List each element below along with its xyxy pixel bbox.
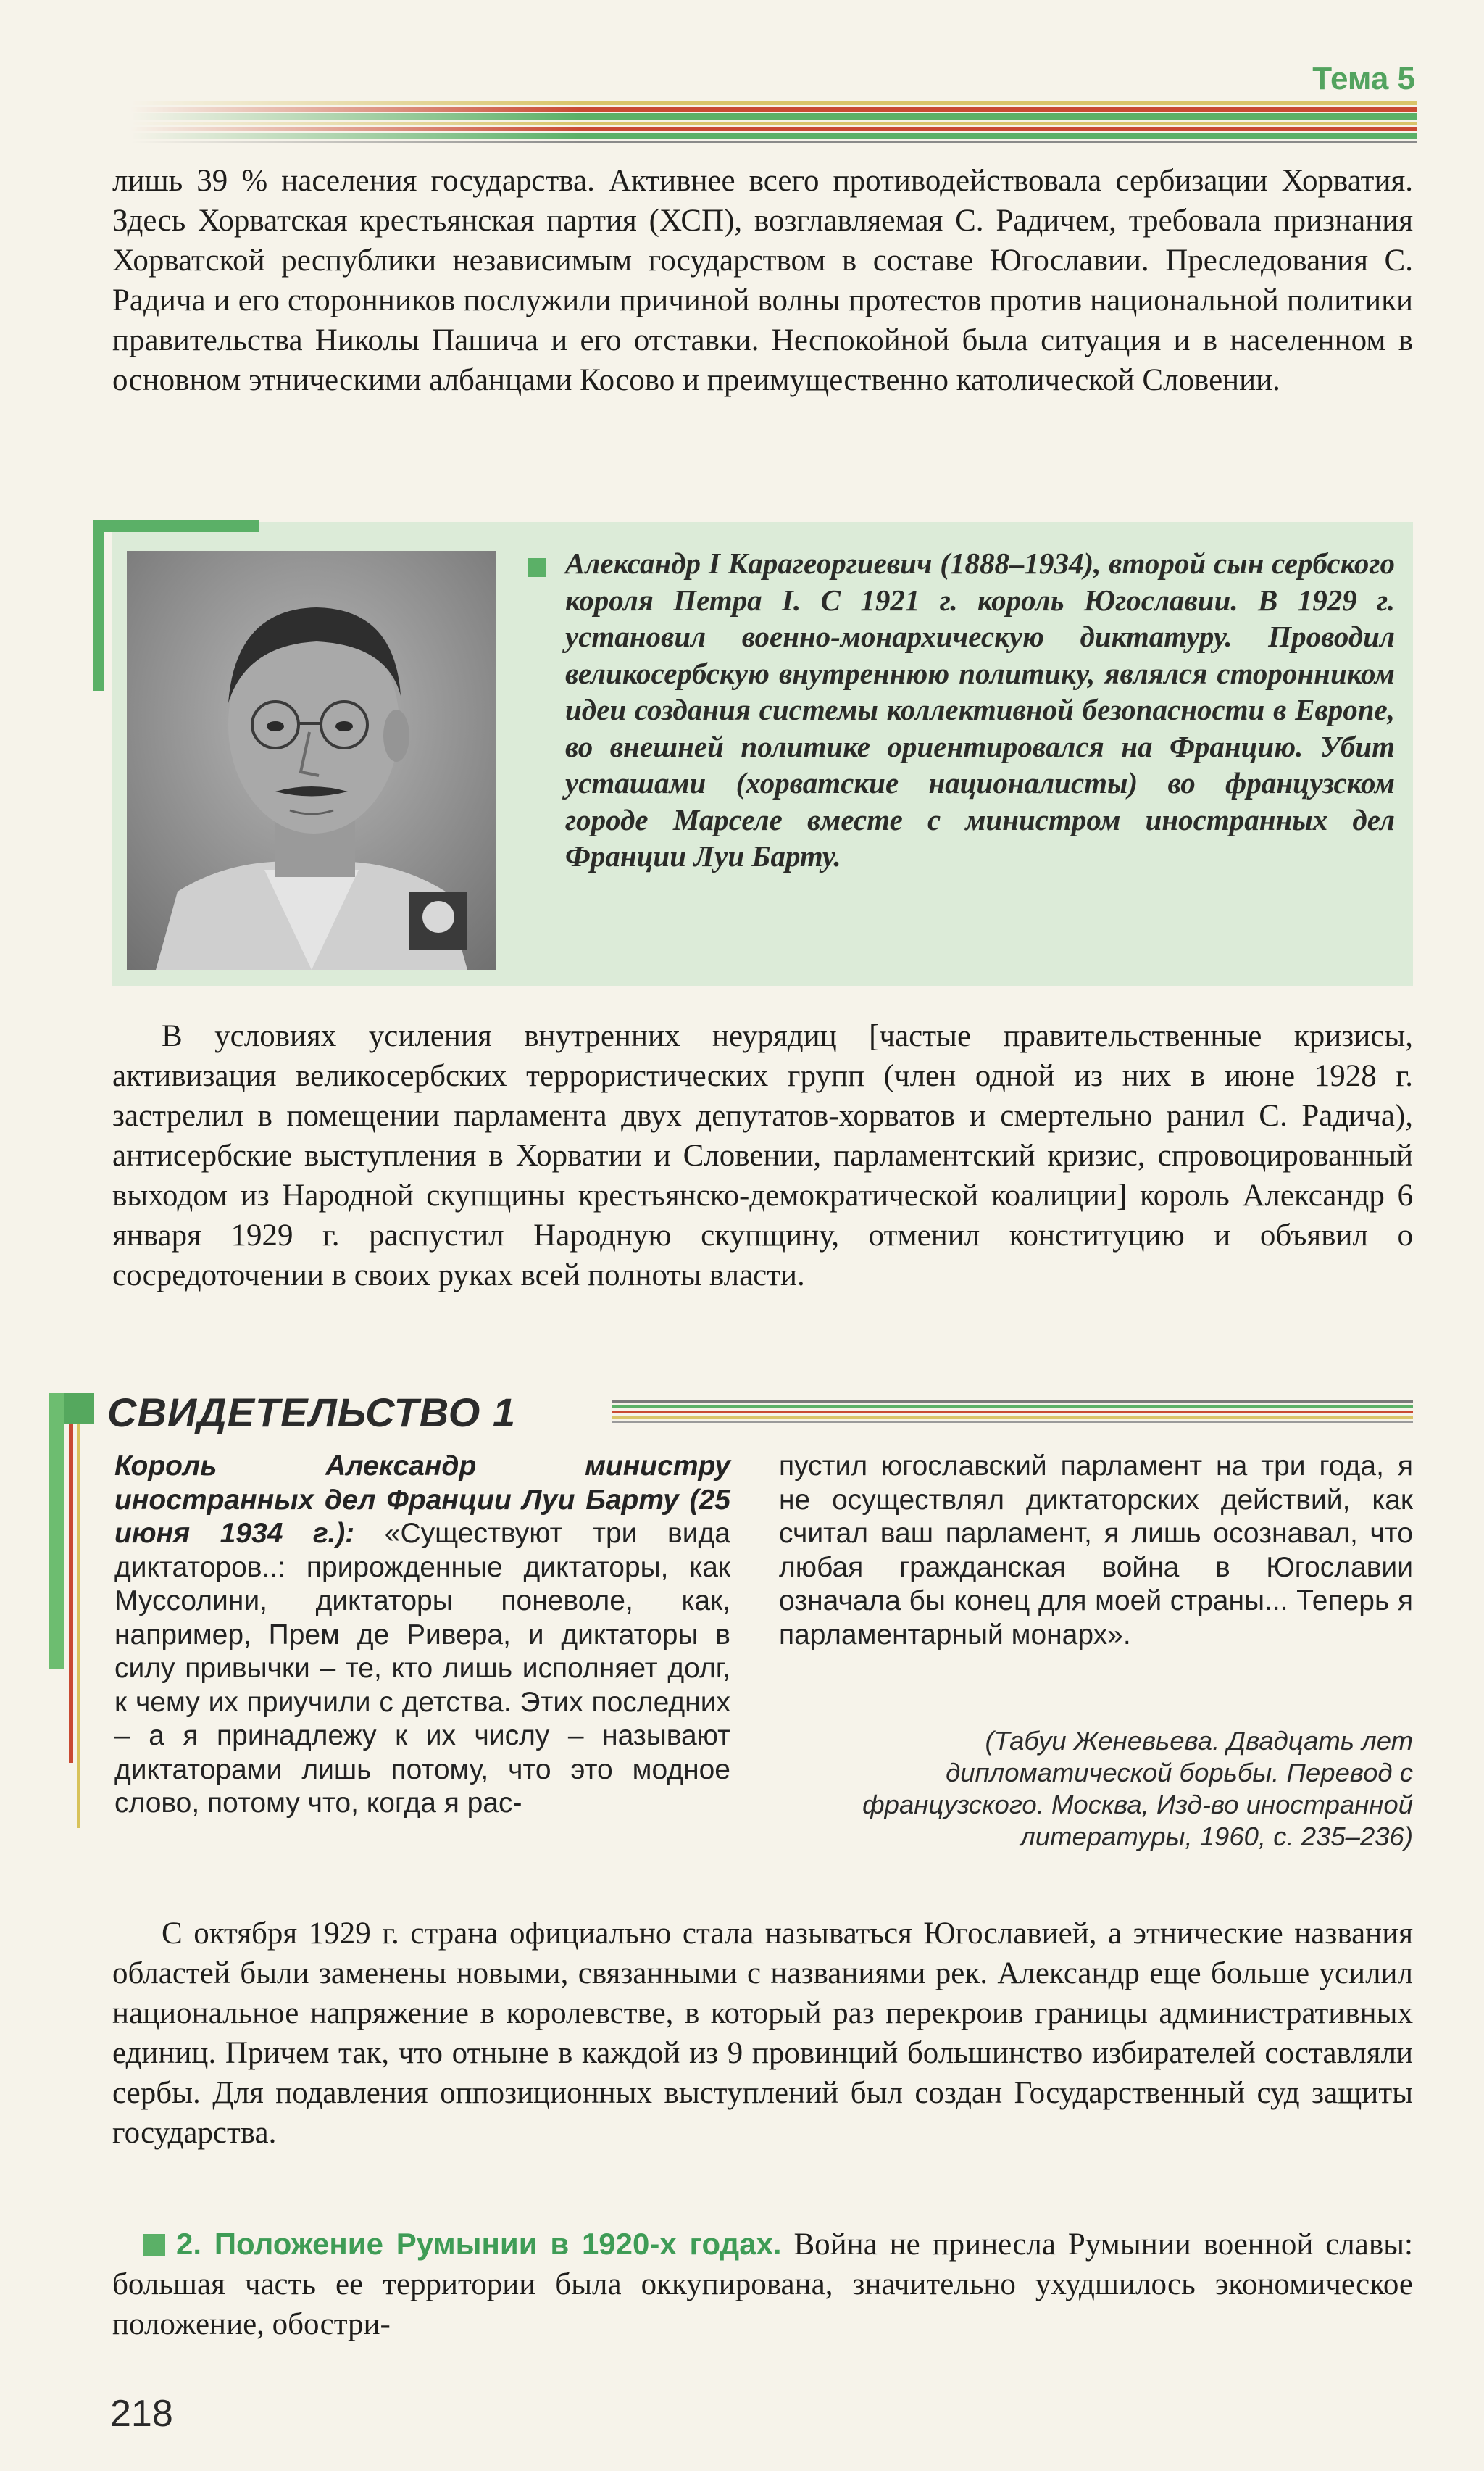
evidence-column-1 [114,1450,730,1821]
bio-text: Александр I Карагеоргиевич (1888–1934), второй сын сербского короля Петра I. С 1921 г. король Югославии. В 1929 г. установил военно-монархическую диктатуру. Проводил великосербскую внутреннюю политику, являлся сторонником идеи создания системы коллективной безопасности в Европе, во внешней политике ориентировался на Францию. Убит усташами (хорватские националисты) во французском городе Марселе вместе с министром иностранных дел Франции Луи Барту. [565,547,1395,873]
evidence-quote-part-2: пустил югославский парламент на три года, я не осуществлял диктаторских действий, как считал ваш парламент, я лишь осознавал, что любая гражданская война в Югославии означала бы конец для моей страны... Теперь я парламентарный монарх». [779,1450,1413,1650]
evidence-title-lines [612,1399,1413,1425]
section-2-heading: 2. Положение Румынии в 1920-х годах. [176,2227,782,2261]
evidence-intro: Король Александр министру иностранных дел Франции Луи Барту (25 июня 1934 г.): [114,1450,730,1549]
portrait-drawing [127,551,496,970]
paragraph-2: В условиях усиления внутренних неурядиц [частые правительственные кризисы, активизация великосербских террористических групп (член одной из них в июне 1928 г. застрелил в помещении парламента двух депутатов-хорватов и смертельно ранил С. Радича), антисербские выступления в Хорватии и Словении, парламентский кризис, спровоцированный выходом из Народной скупщины крестьянско-демократической коалиции] король Александр 6 января 1929 г. распустил Народную скупщину, отменил конституцию и объявил о сосредоточении в своих руках всей полноты власти. [112,1019,1413,1292]
section-2-text: Война не принесла Румынии военной славы: большая часть ее территории была оккупирована, значительно ухудшилось экономическое положение, обостри- [112,2227,1413,2341]
page-number: 218 [110,2393,173,2435]
header-stripes [130,100,1417,146]
bio-bullet [528,558,546,577]
paragraph-3: С октября 1929 г. страна официально стала называться Югославией, а этнические названия областей были заменены новыми, связанными с названиями рек. Александр еще больше усилил национальное напряжение в королевстве, в который раз перекроив границы административных единиц. Причем так, что отныне в каждой из 9 провинций большинство избирателей составляли сербы. Для подавления оппозиционных выступлений был создан Государственный суд защиты государства. [112,1916,1413,2150]
evidence-side-bar [77,1393,80,1828]
evidence-side-bar [69,1393,73,1763]
evidence-source: (Табуи Женевьева. Двадцать лет дипломатической борьбы. Перевод с французского. Москва, Изд-во иностранной литературы, 1960, с. 235–236) [862,1726,1413,1851]
evidence-title: СВИДЕТЕЛЬСТВО 1 [107,1390,517,1435]
bio-box-corner [93,520,104,691]
evidence-marker [64,1393,94,1424]
portrait-photo [127,551,496,970]
evidence-side-bar [49,1393,64,1669]
section-2-paragraph [112,2224,1413,2344]
paragraph-1: лишь 39 % населения государства. Активнее всего противодействовала сербизации Хорватия. Здесь Хорватская крестьянская партия (ХСП), возглавляемая С. Радичем, требовала признания Хорватской республики независимым государством в составе Югославии. Преследования С. Радича и его сторонников послужили причиной волны протестов против национальной политики правительства Николы Пашича и его отставки. Неспокойной была ситуация и в населенном в основном этническими албанцами Косово и преимущественно католической Словении. [112,164,1413,397]
evidence-quote-part-1: «Существуют три вида диктаторов..: прирожденные диктаторы, как Муссолини, диктаторы поневоле, как, например, Прем де Ривера, и диктаторы в силу привычки – те, кто лишь исполняет долг, к чему их приучили с детства. Этих последних – а я принадлежу к их числу – называют диктаторами лишь потому, что это модное слово, потому что, когда я рас- [114,1518,730,1819]
bio-box-corner [93,520,259,532]
topic-label: Тема 5 [1312,61,1415,96]
